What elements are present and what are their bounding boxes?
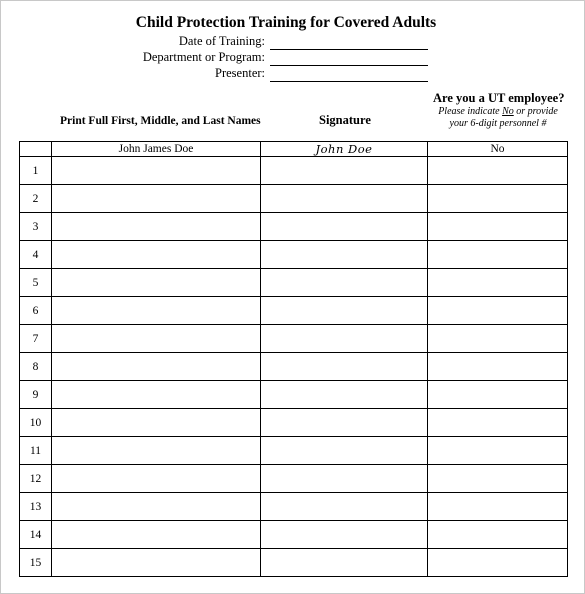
ut-employee-cell[interactable] [428,465,568,493]
signature-cell[interactable] [261,297,428,325]
ut-employee-cell[interactable] [428,381,568,409]
table-row [20,493,568,521]
name-cell[interactable] [52,549,261,577]
signature-cell[interactable] [261,325,428,353]
row-number: 8 [20,353,52,381]
table-row [20,465,568,493]
signature-cell[interactable] [261,409,428,437]
ut-employee-cell[interactable] [428,353,568,381]
ut-employee-cell[interactable] [428,409,568,437]
ut-employee-cell[interactable] [428,521,568,549]
name-column-header: Print Full First, Middle, and Last Names [60,115,261,127]
ut-note-no: No [502,106,514,117]
name-cell[interactable] [52,381,261,409]
row-number: 3 [20,213,52,241]
name-cell[interactable] [52,437,261,465]
row-number: 10 [20,409,52,437]
signature-cell[interactable] [261,353,428,381]
ut-employee-cell[interactable] [428,493,568,521]
example-ut-employee-cell: No [428,142,568,157]
signature-cell[interactable] [261,493,428,521]
name-cell[interactable] [52,409,261,437]
ut-employee-cell[interactable] [428,325,568,353]
name-cell[interactable] [52,325,261,353]
name-cell[interactable] [52,521,261,549]
table-row [20,241,568,269]
signature-cell[interactable] [261,269,428,297]
example-row [20,142,568,157]
signature-cell[interactable] [261,213,428,241]
row-number: 15 [20,549,52,577]
signature-cell[interactable] [261,437,428,465]
department-field[interactable] [270,65,428,66]
row-number: 6 [20,297,52,325]
row-number: 14 [20,521,52,549]
signature-cell[interactable] [261,381,428,409]
signature-cell[interactable] [261,241,428,269]
name-cell[interactable] [52,157,261,185]
row-number: 7 [20,325,52,353]
ut-employee-cell[interactable] [428,213,568,241]
table-row [20,521,568,549]
ut-employee-cell[interactable] [428,549,568,577]
signature-cell[interactable] [261,157,428,185]
table-row [20,437,568,465]
ut-employee-cell[interactable] [428,269,568,297]
signature-column-header: Signature [319,113,371,127]
row-number: 13 [20,493,52,521]
ut-employee-cell[interactable] [428,241,568,269]
table-row [20,325,568,353]
presenter-label: Presenter: [215,66,265,80]
department-label: Department or Program: [142,50,265,64]
ut-employee-cell[interactable] [428,437,568,465]
name-cell[interactable] [52,213,261,241]
table-row [20,157,568,185]
name-cell[interactable] [52,269,261,297]
example-signature-cell: John Doe [261,142,428,157]
row-number: 1 [20,157,52,185]
signature-cell[interactable] [261,185,428,213]
name-cell[interactable] [52,493,261,521]
attendance-table [19,141,568,577]
table-row [20,213,568,241]
table-row [20,409,568,437]
name-cell[interactable] [52,241,261,269]
ut-note-suffix: or provide your 6-digit personnel # [449,106,558,129]
date-of-training-field[interactable] [270,49,428,50]
date-of-training-label: Date of Training: [178,34,265,48]
row-number: 4 [20,241,52,269]
row-number: 12 [20,465,52,493]
table-row [20,297,568,325]
ut-employee-note [431,106,565,130]
name-cell[interactable] [52,185,261,213]
name-cell[interactable] [52,353,261,381]
ut-employee-cell[interactable] [428,157,568,185]
table-row [20,549,568,577]
row-number: 2 [20,185,52,213]
row-number: 11 [20,437,52,465]
name-cell[interactable] [52,465,261,493]
table-row [20,381,568,409]
presenter-field[interactable] [270,81,428,82]
signature-cell[interactable] [261,549,428,577]
table-row [20,185,568,213]
table-row [20,353,568,381]
ut-employee-question: Are you a UT employee? [433,91,565,105]
signature-cell[interactable] [261,465,428,493]
row-number: 5 [20,269,52,297]
ut-note-prefix: Please indicate [438,106,503,117]
ut-employee-cell[interactable] [428,297,568,325]
table-row [20,269,568,297]
row-number: 9 [20,381,52,409]
name-cell[interactable] [52,297,261,325]
example-name-cell: John James Doe [52,142,261,157]
example-row-number [20,142,52,157]
signature-cell[interactable] [261,521,428,549]
ut-employee-cell[interactable] [428,185,568,213]
form-title: Child Protection Training for Covered Adults [135,14,437,31]
